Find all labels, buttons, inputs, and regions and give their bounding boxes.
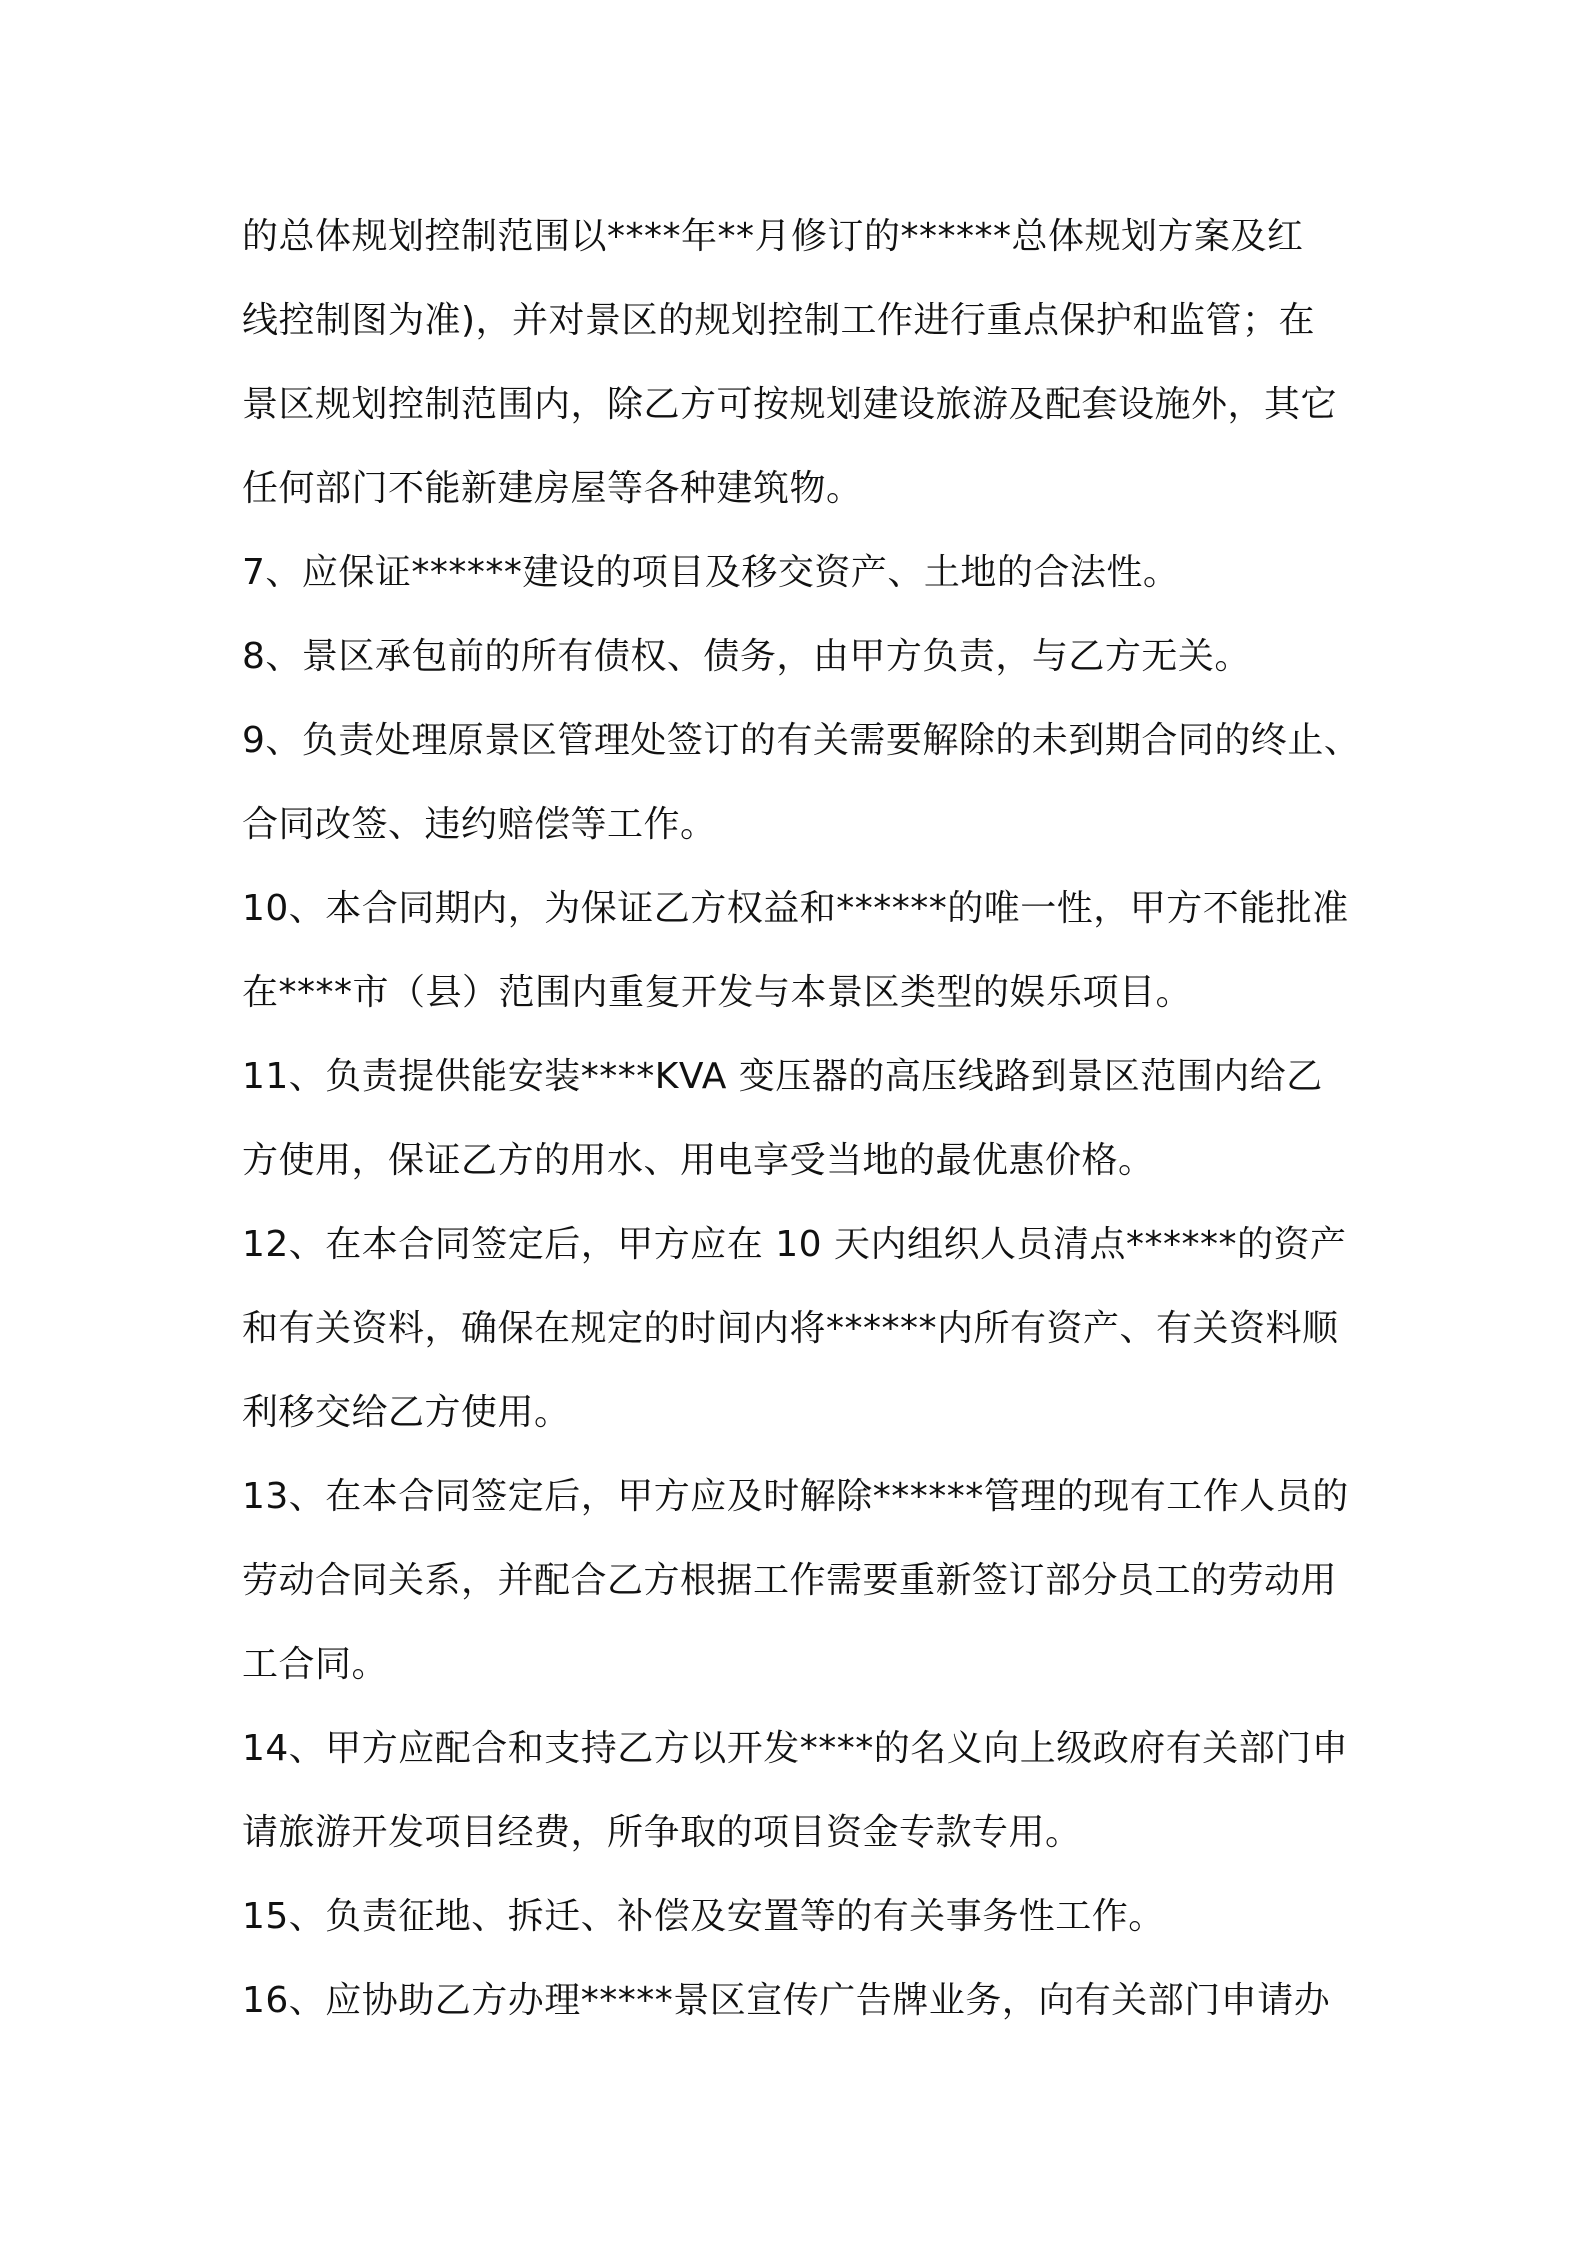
clause-12: 12、在本合同签定后，甲方应在 10 天内组织人员清点******的资产 — [242, 1224, 1347, 1265]
clause-7: 7、应保证******建设的项目及移交资产、土地的合法性。 — [242, 552, 1180, 593]
clause-14: 14、甲方应配合和支持乙方以开发****的名义向上级政府有关部门申 — [242, 1728, 1349, 1769]
clause-13: 13、在本合同签定后，甲方应及时解除******管理的现有工作人员的 — [242, 1476, 1349, 1517]
clause-16: 16、应协助乙方办理*****景区宣传广告牌业务，向有关部门申请办 — [242, 1980, 1331, 2021]
text-line: 劳动合同关系，并配合乙方根据工作需要重新签订部分员工的劳动用 — [242, 1560, 1338, 1601]
clause-8: 8、景区承包前的所有债权、债务，由甲方负责，与乙方无关。 — [242, 636, 1251, 677]
contract-text — [242, 195, 1362, 2043]
text-line: 景区规划控制范围内，除乙方可按规划建设旅游及配套设施外，其它 — [242, 384, 1338, 425]
clause-10: 10、本合同期内，为保证乙方权益和******的唯一性，甲方不能批准 — [242, 888, 1349, 929]
text-line: 工合同。 — [242, 1644, 389, 1685]
text-line: 在****市（县）范围内重复开发与本景区类型的娱乐项目。 — [242, 972, 1193, 1013]
text-line: 和有关资料，确保在规定的时间内将******内所有资产、有关资料顺 — [242, 1308, 1339, 1349]
text-line: 线控制图为准)，并对景区的规划控制工作进行重点保护和监管；在 — [242, 300, 1316, 341]
text-line: 合同改签、违约赔偿等工作。 — [242, 804, 717, 845]
text-line: 任何部门不能新建房屋等各种建筑物。 — [242, 468, 863, 509]
text-line: 请旅游开发项目经费，所争取的项目资金专款专用。 — [242, 1812, 1082, 1853]
text-line: 方使用，保证乙方的用水、用电享受当地的最优惠价格。 — [242, 1140, 1155, 1181]
text-line: 利移交给乙方使用。 — [242, 1392, 571, 1433]
text-line: 的总体规划控制范围以****年**月修订的******总体规划方案及红 — [242, 216, 1304, 257]
clause-11: 11、负责提供能安装****KVA 变压器的高压线路到景区范围内给乙 — [242, 1056, 1323, 1097]
clause-15: 15、负责征地、拆迁、补偿及安置等的有关事务性工作。 — [242, 1896, 1165, 1937]
clause-9: 9、负责处理原景区管理处签订的有关需要解除的未到期合同的终止、 — [242, 720, 1361, 761]
